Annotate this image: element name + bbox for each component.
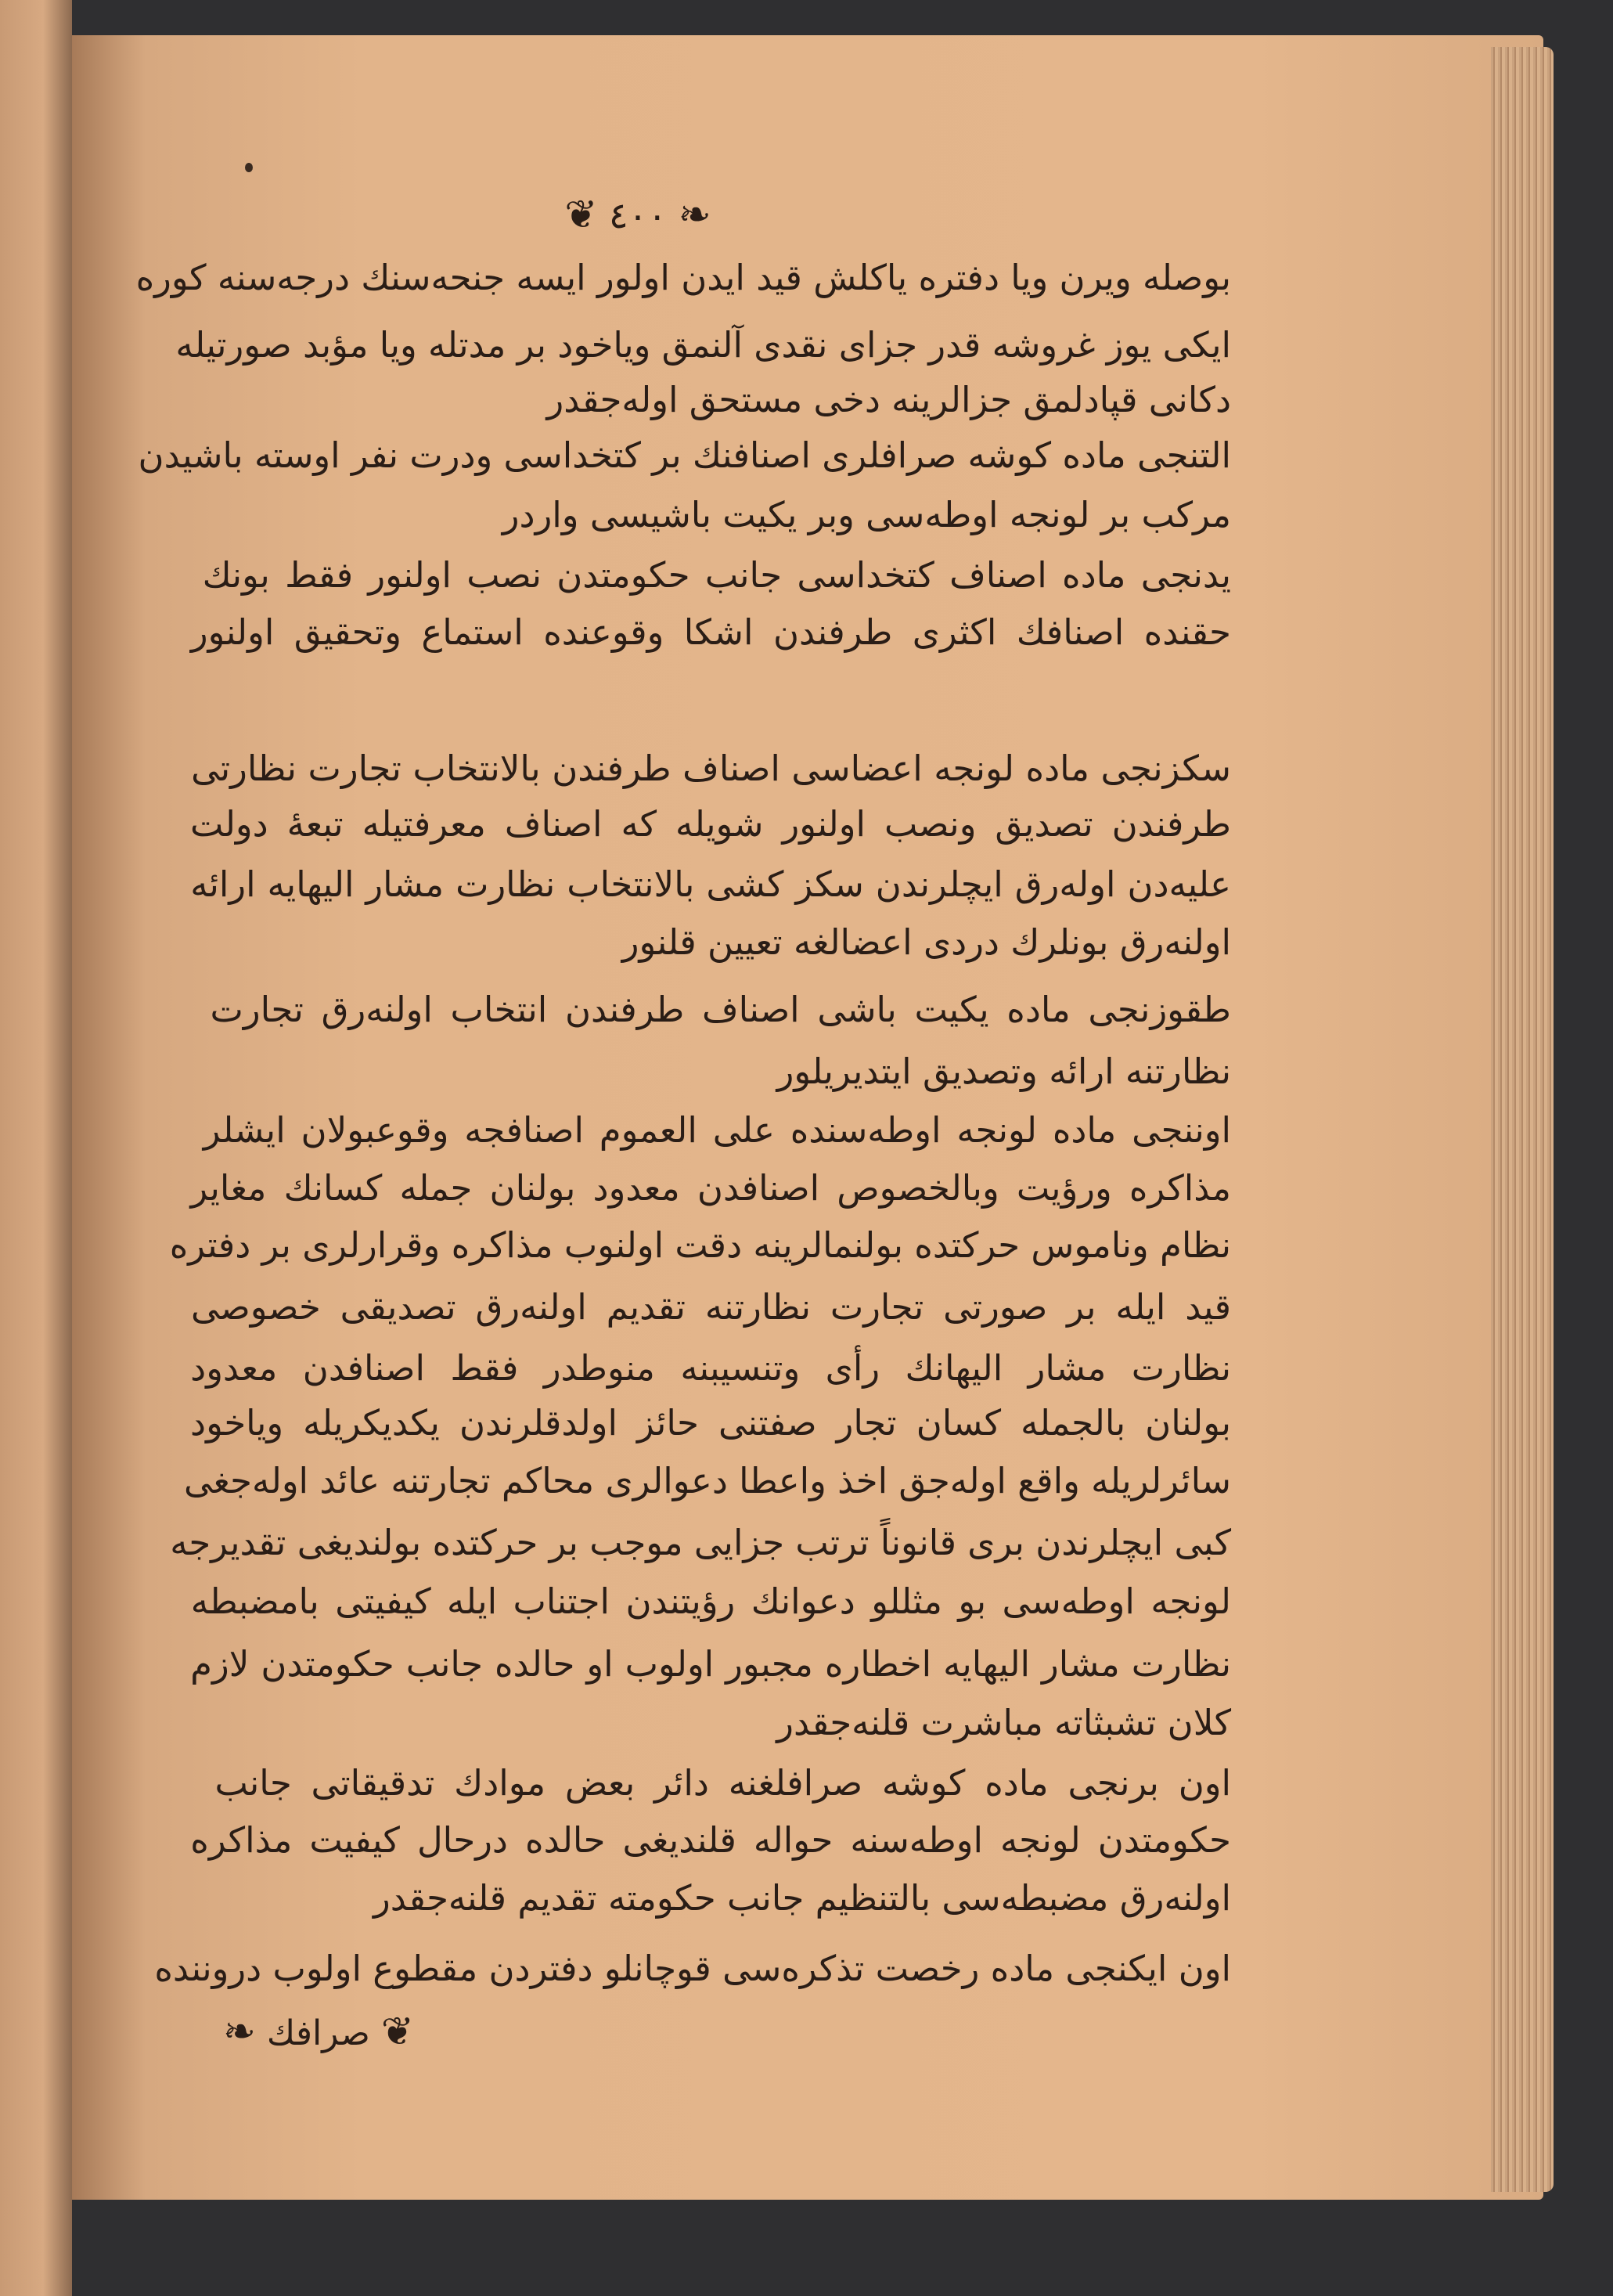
text-line: ایکی یوز غروشه قدر جزای نقدی آلنمق ویاخود بر مدتله ویا مؤبد صورتیله xyxy=(175,324,1231,366)
text-line: قید ایله بر صورتی تجارت نظارتنه تقدیم اولنه‌رق تصدیقی خصوصی xyxy=(190,1286,1231,1328)
text-line: اولنه‌رق بونلرك دردی اعضالغه تعیین قلنور xyxy=(621,921,1231,963)
ornament-icon: ❧ xyxy=(223,2009,256,2054)
text-line: حکومتدن لونجه اوطه‌سنه حواله قلندیغی حالده درحال کیفیت مذاکره xyxy=(190,1819,1231,1861)
ornament-icon: ❦ xyxy=(380,2009,414,2054)
catchword xyxy=(223,2008,414,2057)
text-line: نظارتنه ارائه وتصدیق ایتدیریلور xyxy=(776,1051,1231,1092)
text-line: علیه‌دن اوله‌رق ایچلرندن سکز کشی بالانتخاب نظارت مشار الیهایه ارائه xyxy=(190,863,1231,905)
text-line: اولنه‌رق مضبطه‌سی بالتنظیم جانب حکومته تقدیم قلنه‌جقدر xyxy=(373,1877,1231,1919)
article-8: سکزنجی ماده لونجه اعضاسی اصناف طرفندن بالانتخاب تجارت نظارتی xyxy=(191,748,1231,789)
text-line: مرکب بر لونجه اوطه‌سی وبر یکیت باشیسی واردر xyxy=(502,494,1231,535)
text-line: نظام وناموس حرکتده بولنمالرینه دقت اولنوب مذاکره وقرارلری بر دفتره xyxy=(169,1224,1231,1266)
text-line: کلان تشبثاته مباشرت قلنه‌جقدر xyxy=(776,1702,1231,1743)
text-line: دکانی قپادلمق جزالرینه دخی مستحق اوله‌جقدر xyxy=(546,379,1231,420)
ornament-icon: ❦ xyxy=(564,192,598,237)
catchword-text: صرافك xyxy=(266,2013,370,2053)
facing-page-edge xyxy=(0,0,72,2296)
text-line: لونجه اوطه‌سی بو مثللو دعوانك رؤیتندن اجتناب ایله کیفیتی بامضبطه xyxy=(190,1581,1231,1622)
text-line: نظارت مشار الیهانك رأی وتنسیبنه منوطدر فقط اصنافدن معدود xyxy=(190,1347,1231,1389)
text-line: حقنده اصنافك اکثری طرفندن اشکا وقوعنده استماع وتحقیق اولنور xyxy=(190,611,1231,653)
text-line: نظارت مشار الیهایه اخطاره مجبور اولوب او حالده جانب حکومتدن لازم xyxy=(190,1643,1231,1685)
text-line: مذاکره ورؤیت وبالخصوص اصنافدن معدود بولنان جمله کسانك مغایر xyxy=(190,1167,1231,1209)
text-line: طرفندن تصدیق ونصب اولنور شویله که اصناف معرفتیله تبعهٔ دولت xyxy=(190,803,1231,845)
page-header xyxy=(548,192,728,237)
text-line: کبی ایچلرندن بری قانوناً ترتب جزایی موجب بر حرکتده بولندیغی تقدیرجه xyxy=(170,1522,1231,1563)
page-stack-edge xyxy=(1491,47,1554,2192)
article-7: یدنجی ماده اصناف کتخداسی جانب حکومتدن نصب اولنور فقط بونك xyxy=(202,554,1231,596)
ink-spot xyxy=(245,163,253,172)
page-number: ٤٠٠ xyxy=(608,194,668,236)
text-line: سائرلریله واقع اوله‌جق اخذ واعطا دعوالری محاکم تجارتنه عائد اوله‌جغی xyxy=(183,1460,1231,1501)
text-line: بولنان بالجمله کسان تجار صفتنی حائز اولدقلرندن یکدیکریله ویاخود xyxy=(190,1402,1231,1444)
article-12: اون ایکنجی ماده رخصت تذکره‌سی قوچانلو دفتردن مقطوع اولوب دروننده xyxy=(154,1948,1231,1989)
ornament-icon: ❧ xyxy=(678,192,711,237)
article-11: اون برنجی ماده کوشه صرافلغنه دائر بعض موادك تدقیقاتی جانب xyxy=(214,1762,1231,1804)
article-6: التنجی ماده کوشه صرافلری اصنافنك بر کتخداسی ودرت نفر اوسته باشیدن xyxy=(138,434,1231,476)
article-9: طقوزنجی ماده یکیت باشی اصناف طرفندن انتخاب اولنه‌رق تجارت xyxy=(210,989,1231,1030)
article-10: اوننجی ماده لونجه اوطه‌سنده علی العموم اصنافجه وقوعبولان ایشلر xyxy=(203,1109,1231,1151)
text-line: بوصله ویرن ویا دفتره یاکلش قید ایدن اولور ایسه جنحه‌سنك درجه‌سنه کوره xyxy=(135,257,1231,298)
